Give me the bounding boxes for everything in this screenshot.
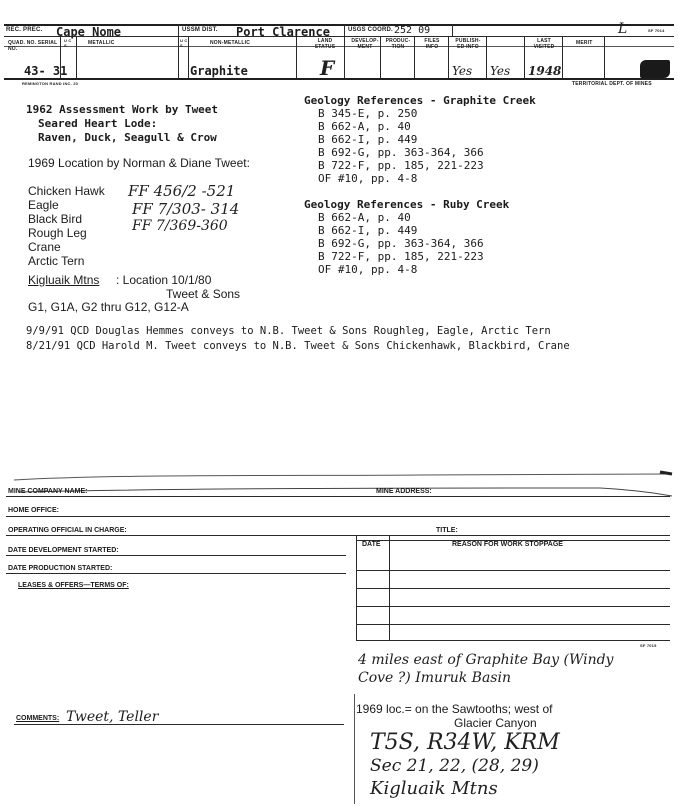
kigluaik-claims: G1, G1A, G2 thru G12, G12-A: [28, 300, 189, 314]
printer-note: REMINGTON RAND INC. 20: [22, 81, 79, 86]
ussm-dist-label: USSM DIST.: [182, 27, 218, 33]
operating-official-label: OPERATING OFFICIAL IN CHARGE:: [8, 527, 127, 534]
hand-ref: FF 7/369-360: [132, 218, 228, 234]
hand-note-line: Cove ?) Imuruk Basin: [358, 670, 511, 686]
col-ucs-2: U C S: [180, 38, 188, 48]
territorial-note: TERRITORIAL DEPT. OF MINES: [572, 81, 652, 87]
claim-item: Chicken Hawk: [28, 184, 105, 198]
geo-ref: B 722-F, pp. 185, 221-223: [318, 159, 484, 172]
claim-item: Rough Leg: [28, 226, 87, 240]
hand-ref: FF 456/2 -521: [128, 182, 236, 200]
geo-ref: B 662-I, p. 449: [318, 224, 418, 237]
col-merit: MERIT: [576, 40, 593, 46]
assessment-line3: Raven, Duck, Seagull & Crow: [38, 131, 217, 144]
merit-scribble: [640, 60, 670, 78]
col-files-info: FILES INFO: [424, 38, 440, 50]
date-column-label: DATE: [362, 541, 381, 548]
ussm-dist-value: Port Clarence: [236, 25, 330, 39]
col-last-visited: LAST VISITED: [533, 38, 555, 50]
date-development-label: DATE DEVELOPMENT STARTED:: [8, 547, 119, 554]
title-label: TITLE:: [436, 527, 458, 534]
hand-note-line: 4 miles east of Graphite Bay (Windy: [358, 652, 614, 668]
typed-note-line: Glacier Canyon: [454, 716, 537, 730]
kigluaik-label: Kigluaik Mtns: [28, 273, 100, 287]
col-published-info: PUBLISH-ED INFO: [455, 38, 481, 50]
col-production: PRODUC-TION: [385, 38, 411, 50]
kigluaik-by: Tweet & Sons: [166, 287, 241, 301]
col-ucs-1: U C S: [64, 38, 72, 48]
home-office-label: HOME OFFICE:: [8, 507, 59, 514]
rec-prec-value: Cape Nome: [56, 25, 122, 39]
claim-item: Crane: [28, 240, 61, 254]
qcd-line2: 8/21/91 QCD Harold M. Tweet conveys to N.B. Tweet & Sons Chickenhawk, Blackbird, Crane: [26, 340, 570, 352]
col-land-status: LAND STATUS: [314, 38, 336, 50]
leases-label: LEASES & OFFERS—TERMS OF:: [18, 582, 129, 589]
col-development: DEVELOP-MENT: [351, 38, 379, 50]
geo-ruby-title: Geology References - Ruby Creek: [304, 198, 510, 211]
typed-note-line: 1969 loc.= on the Sawtooths; west of: [356, 702, 553, 716]
assessment-line2: Seared Heart Lode:: [38, 117, 158, 130]
comments-value: Tweet, Teller: [66, 709, 159, 725]
kigluaik-location: : Location 10/1/80: [116, 273, 212, 287]
corner-letter: L: [618, 21, 628, 37]
hand-ref: FF 7/303- 314: [132, 200, 240, 218]
land-status-value: F: [320, 56, 335, 80]
geo-ref: B 692-G, pp. 363-364, 366: [318, 146, 484, 159]
usgs-coord-label: USGS COORD.: [348, 27, 393, 33]
col-metallic: METALLIC: [88, 40, 115, 46]
hand-note-line: Kigluaik Mtns: [370, 778, 498, 799]
reason-column-label: REASON FOR WORK STOPPAGE: [452, 541, 563, 548]
geo-ref: B 722-F, pp. 185, 221-223: [318, 250, 484, 263]
published-value: Yes: [490, 64, 511, 78]
files-info-value: Yes: [452, 64, 473, 78]
geo-ref: B 662-I, p. 449: [318, 133, 418, 146]
rec-prec-label: REC. PREC.: [6, 27, 43, 33]
claim-item: Eagle: [28, 198, 59, 212]
mine-company-name-label: MINE COMPANY NAME:: [8, 488, 88, 495]
quad-value: 43- 31: [24, 64, 68, 78]
assessment-line1: 1962 Assessment Work by Tweet: [26, 103, 219, 116]
location-1969: 1969 Location by Norman & Diane Tweet:: [28, 156, 250, 170]
col-non-metallic: NON-METALLIC: [210, 40, 251, 46]
hand-note-line: Sec 21, 22, (28, 29): [370, 756, 539, 776]
form-code-small: SF 7015: [640, 643, 657, 648]
geo-ref: B 662-A, p. 40: [318, 211, 411, 224]
claim-item: Black Bird: [28, 212, 83, 226]
geo-ref: B 692-G, pp. 363-364, 366: [318, 237, 484, 250]
col-quad-no: QUAD. NO. SERIAL NO.: [8, 40, 58, 52]
geo-ref: B 662-A, p. 40: [318, 120, 411, 133]
form-code: SF 7014: [648, 28, 665, 33]
usgs-coord-value: 252 09: [394, 25, 431, 36]
geo-ref: B 345-E, p. 250: [318, 107, 418, 120]
non-metallic-value: Graphite: [190, 64, 248, 78]
mine-address-label: MINE ADDRESS:: [376, 488, 432, 495]
geo-graphite-title: Geology References - Graphite Creek: [304, 94, 536, 107]
geo-ref: OF #10, pp. 4-8: [318, 263, 418, 276]
hand-note-line: T5S, R34W, KRM: [370, 730, 560, 755]
geo-ref: OF #10, pp. 4-8: [318, 172, 418, 185]
qcd-line1: 9/9/91 QCD Douglas Hemmes conveys to N.B. Tweet & Sons Roughleg, Eagle, Arctic Tern: [26, 325, 551, 337]
claim-item: Arctic Tern: [28, 254, 85, 268]
comments-label: COMMENTS:: [16, 715, 60, 722]
last-visited-value: 1948: [528, 64, 562, 78]
date-production-label: DATE PRODUCTION STARTED:: [8, 565, 113, 572]
